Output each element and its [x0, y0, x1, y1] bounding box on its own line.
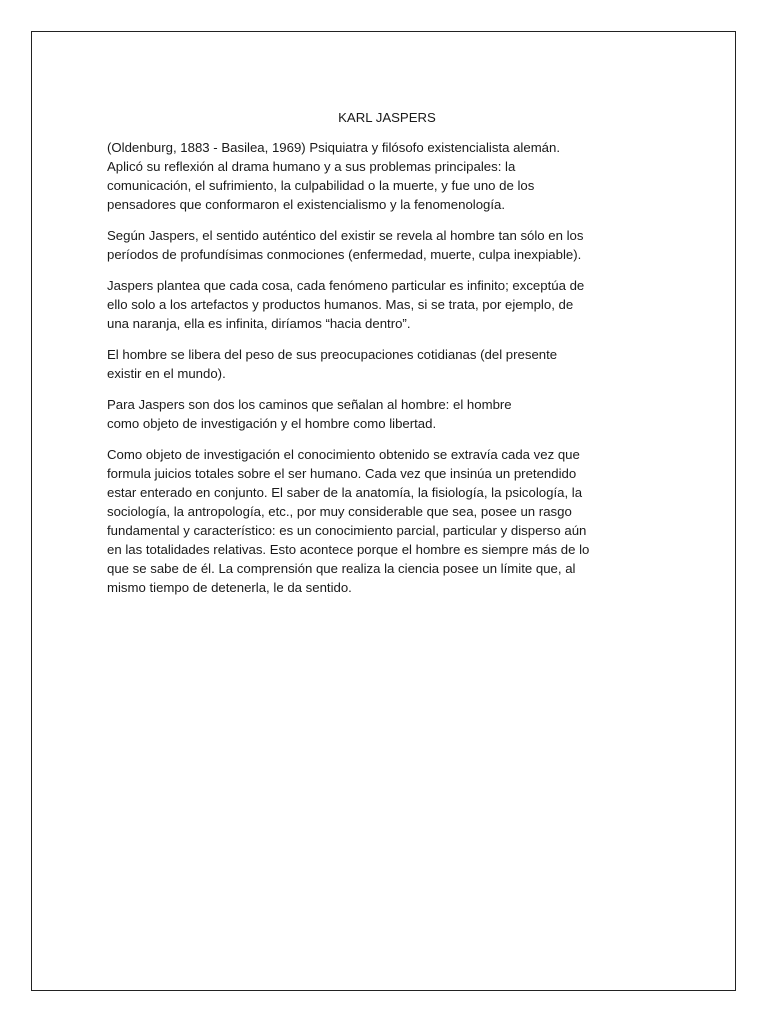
- paragraph-line: formula juicios totales sobre el ser humano. Cada vez que insinúa un pretendido: [107, 466, 577, 481]
- document-page: [31, 31, 736, 991]
- paragraph-line: mismo tiempo de detenerla, le da sentido.: [107, 580, 352, 595]
- paragraph-line: estar enterado en conjunto. El saber de la anatomía, la fisiología, la psicología, la: [107, 485, 583, 500]
- paragraph-line: pensadores que conformaron el existencialismo y la fenomenología.: [107, 197, 506, 212]
- paragraph-line: Como objeto de investigación el conocimiento obtenido se extravía cada vez que: [107, 447, 580, 462]
- paragraph-line: como objeto de investigación y el hombre como libertad.: [107, 416, 437, 431]
- paragraph-2: [107, 226, 667, 264]
- paragraph-6: [107, 445, 667, 597]
- paragraph-line: una naranja, ella es infinita, diríamos “hacia dentro”.: [107, 316, 411, 331]
- paragraph-line: sociología, la antropología, etc., por muy considerable que sea, posee un rasgo: [107, 504, 572, 519]
- paragraph-line: Para Jaspers son dos los caminos que señalan al hombre: el hombre: [107, 397, 512, 412]
- paragraph-line: Jaspers plantea que cada cosa, cada fenómeno particular es infinito; exceptúa de: [107, 278, 585, 293]
- paragraph-3: [107, 276, 667, 333]
- document-body: [107, 108, 667, 609]
- paragraph-line: períodos de profundísimas conmociones (enfermedad, muerte, culpa inexpiable).: [107, 247, 582, 262]
- paragraph-line: (Oldenburg, 1883 - Basilea, 1969) Psiquiatra y filósofo existencialista alemán.: [107, 140, 561, 155]
- paragraph-5: [107, 395, 667, 433]
- paragraph-4: [107, 345, 667, 383]
- paragraph-line: que se sabe de él. La comprensión que realiza la ciencia posee un límite que, al: [107, 561, 576, 576]
- paragraph-line: Según Jaspers, el sentido auténtico del existir se revela al hombre tan sólo en los: [107, 228, 584, 243]
- paragraph-line: existir en el mundo).: [107, 366, 226, 381]
- paragraph-line: ello solo a los artefactos y productos humanos. Mas, si se trata, por ejemplo, de: [107, 297, 574, 312]
- paragraph-line: Aplicó su reflexión al drama humano y a sus problemas principales: la: [107, 159, 516, 174]
- document-title: KARL JASPERS: [338, 110, 436, 125]
- paragraph-line: fundamental y característico: es un conocimiento parcial, particular y disperso aún: [107, 523, 587, 538]
- paragraph-1: [107, 138, 667, 214]
- paragraph-line: comunicación, el sufrimiento, la culpabilidad o la muerte, y fue uno de los: [107, 178, 535, 193]
- paragraph-line: en las totalidades relativas. Esto acontece porque el hombre es siempre más de lo: [107, 542, 590, 557]
- paragraph-line: El hombre se libera del peso de sus preocupaciones cotidianas (del presente: [107, 347, 558, 362]
